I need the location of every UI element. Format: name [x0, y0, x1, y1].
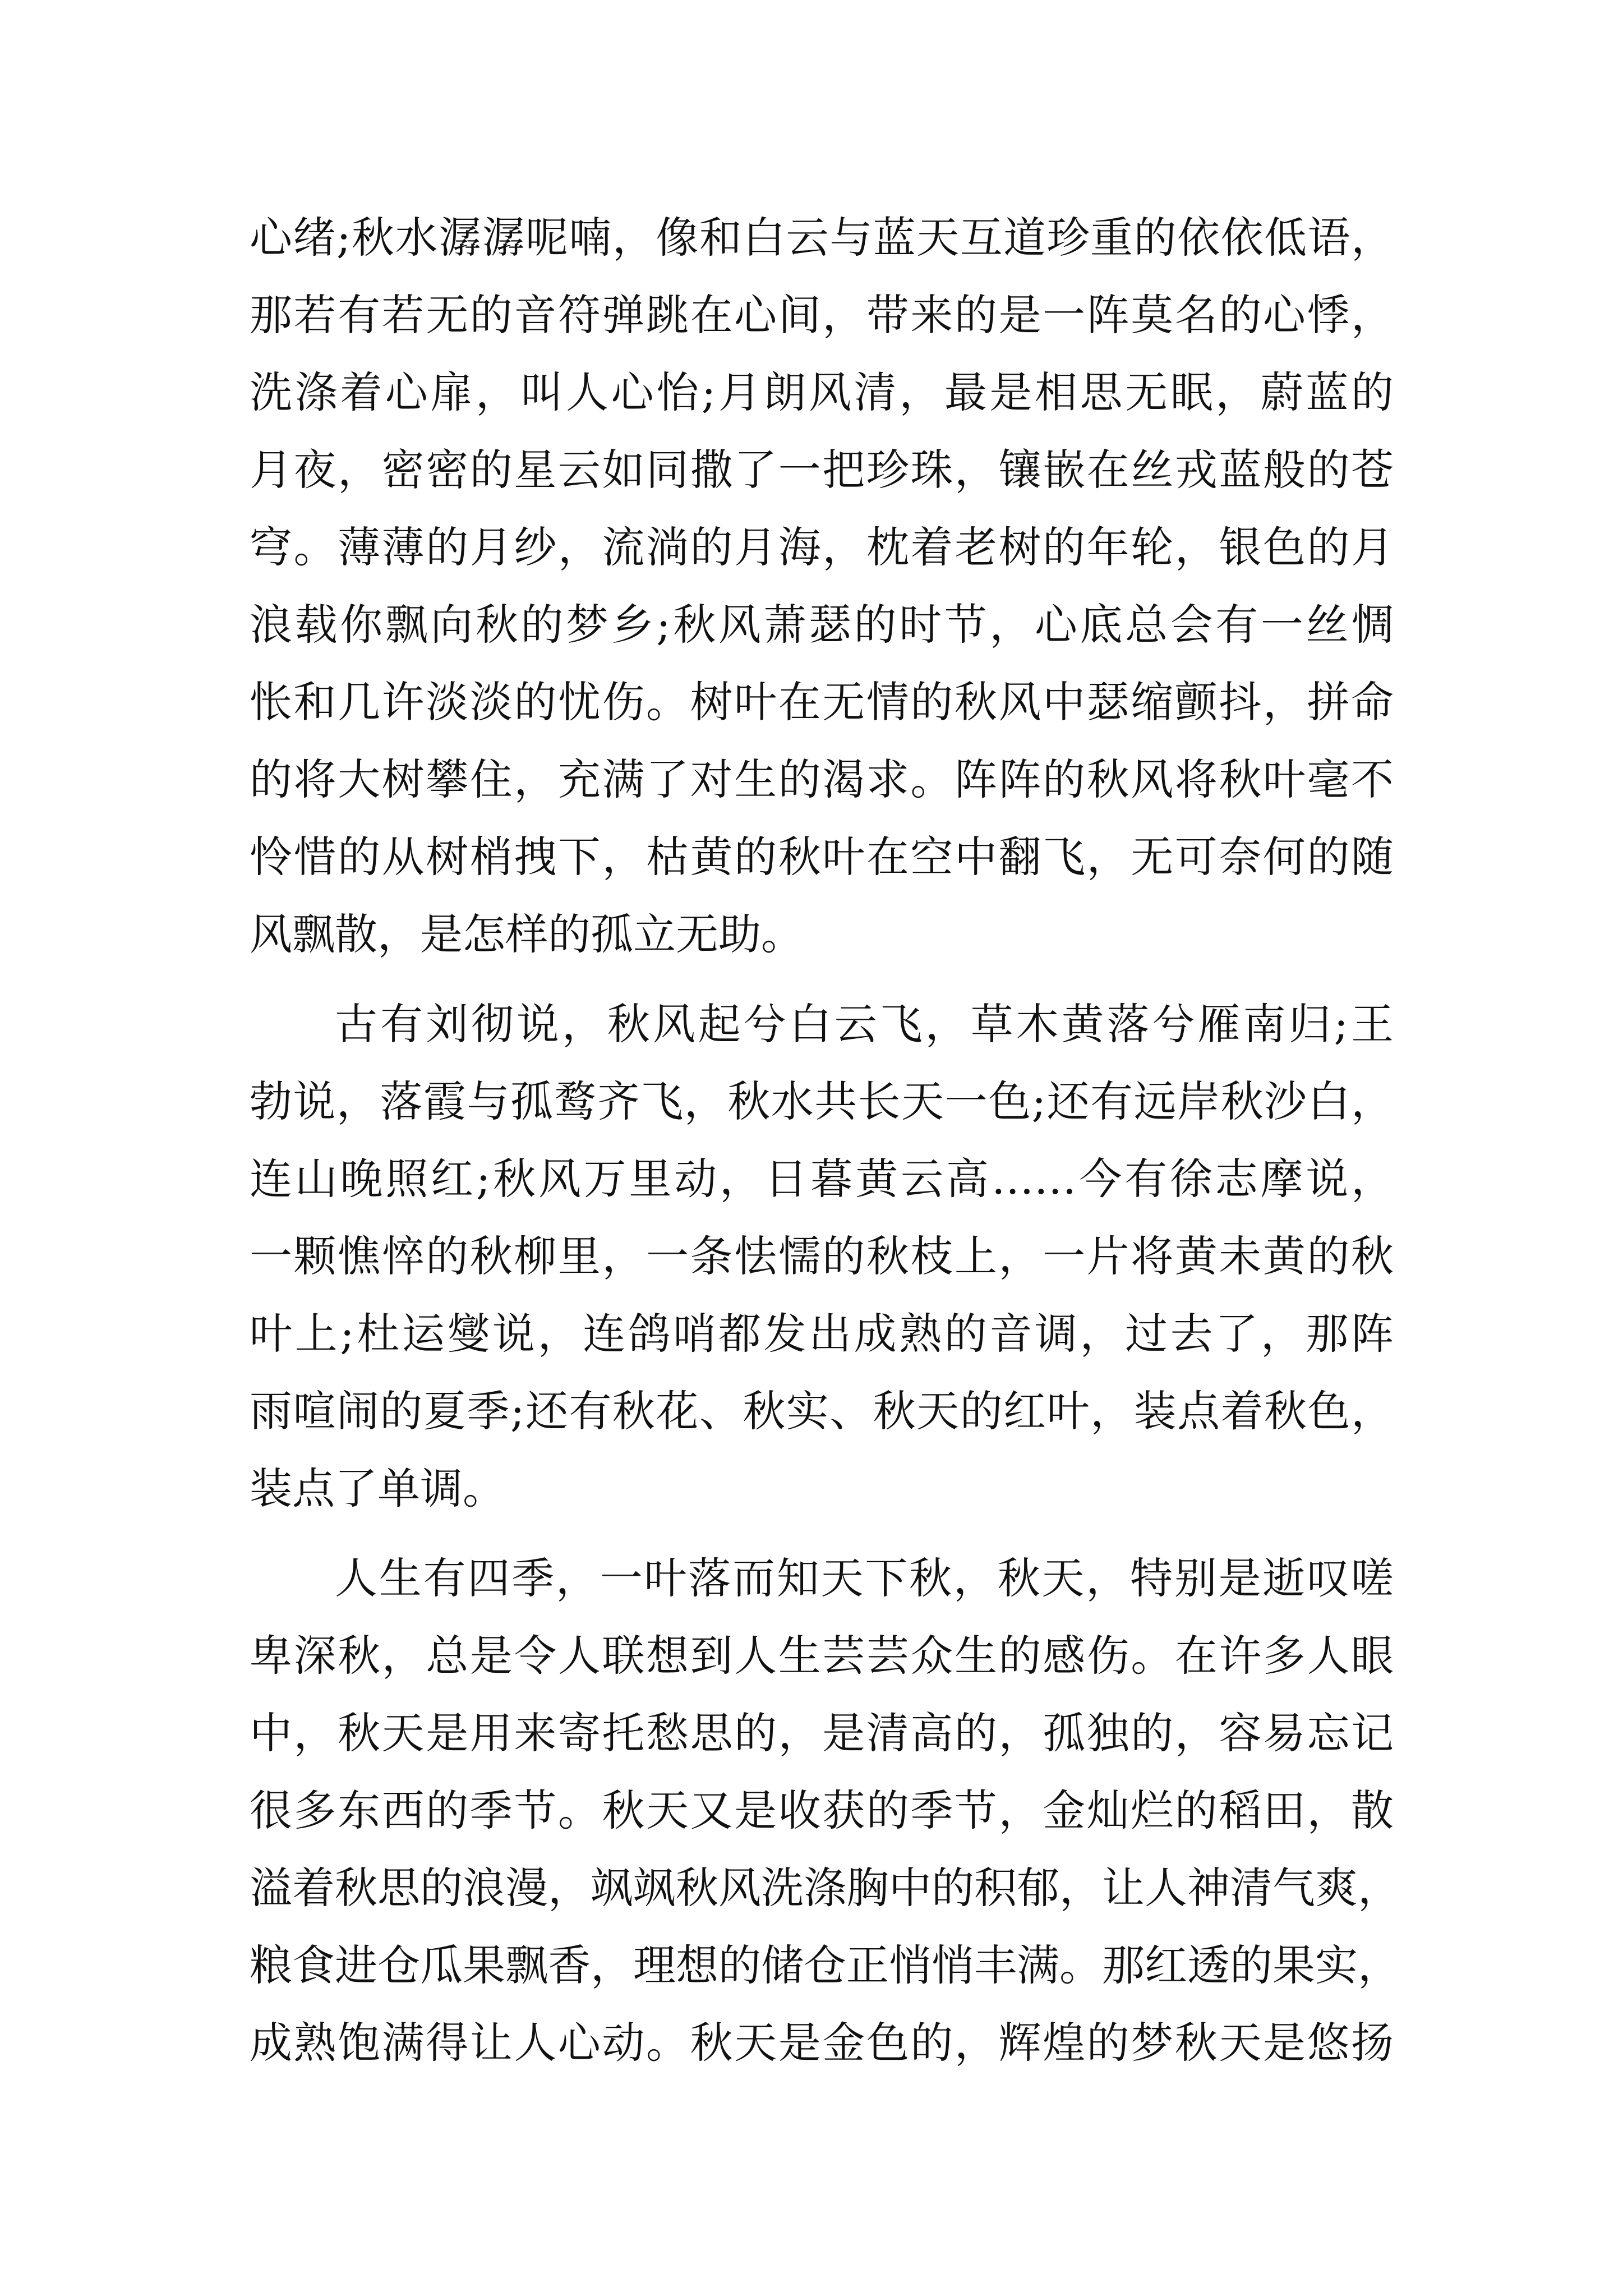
text-line: 心绪;秋水潺潺呢喃，像和白云与蓝天互道珍重的依依低语，: [250, 213, 1394, 263]
text-line: 风飘散，是怎样的孤立无助。: [250, 909, 804, 959]
text-line: 怜惜的从树梢拽下，枯黄的秋叶在空中翻飞，无可奈何的随: [250, 832, 1394, 882]
text-line: 雨喧闹的夏季;还有秋花、秋实、秋天的红叶，装点着秋色，: [250, 1386, 1394, 1436]
text-line: 粮食进仓瓜果飘香，理想的储仓正悄悄丰满。那红透的果实，: [250, 1940, 1400, 1990]
text-line: 怅和几许淡淡的忧伤。树叶在无情的秋风中瑟缩颤抖，拼命: [250, 677, 1394, 727]
text-line: 的将大树攀住，充满了对生的渴求。阵阵的秋风将秋叶毫不: [250, 754, 1394, 804]
text-line: 勃说，落霞与孤鹜齐飞，秋水共长天一色;还有远岸秋沙白，: [250, 1076, 1394, 1126]
paragraph-spacing: [250, 973, 1394, 986]
paragraph: [250, 1540, 1400, 2082]
document-body: [250, 199, 1400, 2082]
text-line: 浪载你飘向秋的梦乡;秋风萧瑟的时节，心底总会有一丝惆: [250, 600, 1394, 650]
text-line: 很多东西的季节。秋天又是收获的季节，金灿烂的稻田，散: [250, 1786, 1394, 1835]
text-line: 古有刘彻说，秋风起兮白云飞，草木黄落兮雁南归;王: [335, 999, 1394, 1049]
text-line: 一颗憔悴的秋柳里，一条怯懦的秋枝上，一片将黄未黄的秋: [250, 1231, 1394, 1281]
paragraph: [250, 986, 1394, 1527]
text-line: 溢着秋思的浪漫，飒飒秋风洗涤胸中的积郁，让人神清气爽，: [250, 1863, 1400, 1913]
text-line: 中，秋天是用来寄托愁思的，是清高的，孤独的，容易忘记: [250, 1708, 1394, 1758]
text-line: 叶上;杜运燮说，连鸽哨都发出成熟的音调，过去了，那阵: [250, 1309, 1394, 1359]
text-line: 穹。薄薄的月纱，流淌的月海，枕着老树的年轮，银色的月: [250, 522, 1394, 572]
text-line: 装点了单调。: [250, 1464, 505, 1513]
text-line: 人生有四季，一叶落而知天下秋，秋天，特别是逝叹嗟: [335, 1553, 1394, 1603]
text-line: 洗涤着心扉，叫人心怡;月朗风清，最是相思无眠，蔚蓝的: [250, 367, 1394, 417]
text-line: 卑深秋，总是令人联想到人生芸芸众生的感伤。在许多人眼: [250, 1631, 1394, 1681]
paragraph-spacing: [250, 1527, 1394, 1540]
paragraph: [250, 199, 1394, 973]
text-line: 连山晚照红;秋风万里动，日暮黄云高……今有徐志摩说，: [250, 1154, 1394, 1204]
text-line: 那若有若无的音符弹跳在心间，带来的是一阵莫名的心悸，: [250, 290, 1394, 340]
text-line: 月夜，密密的星云如同撒了一把珍珠，镶嵌在丝戎蓝般的苍: [250, 445, 1394, 495]
text-line: 成熟饱满得让人心动。秋天是金色的，辉煌的梦秋天是悠扬: [250, 2018, 1394, 2068]
